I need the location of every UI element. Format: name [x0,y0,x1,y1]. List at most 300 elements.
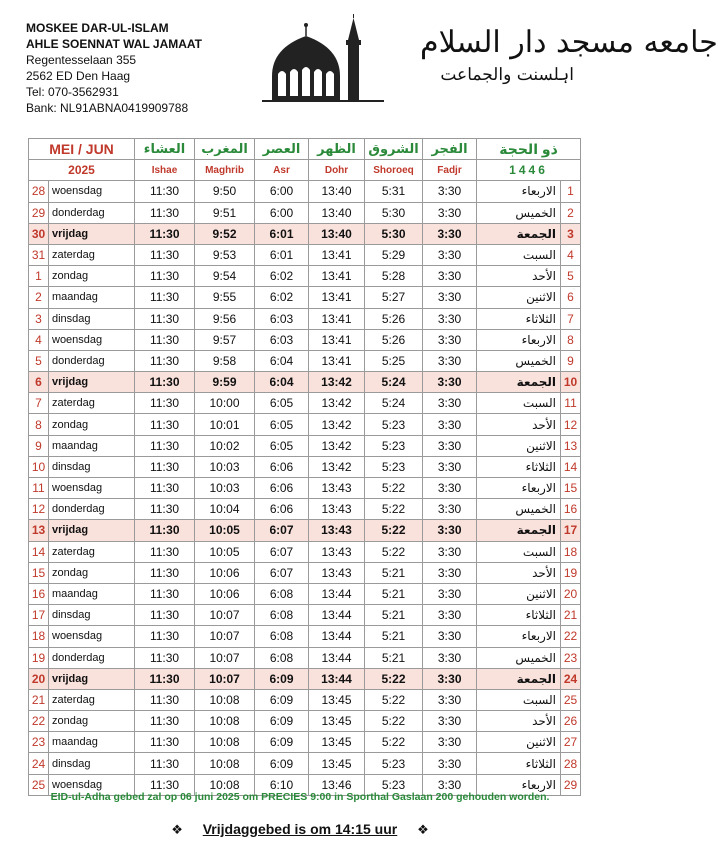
day-number: 9 [29,435,49,456]
asr-time: 6:04 [255,372,309,393]
shoroeq-time: 5:31 [365,181,423,202]
maghrib-time: 10:02 [195,435,255,456]
shoroeq-time: 5:22 [365,499,423,520]
dohr-time: 13:43 [309,562,365,583]
weekday: maandag [49,287,135,308]
table-row [29,456,581,477]
arabic-weekday: الاربعاء [477,478,561,499]
phone: Tel: 070-3562931 [26,85,119,99]
table-row [29,308,581,329]
col-dohr-ar: الظهر [309,139,365,160]
arabic-logo-text [420,24,718,88]
day-number: 28 [29,181,49,202]
day-number: 23 [29,732,49,753]
weekday: woensdag [49,626,135,647]
asr-time: 6:04 [255,350,309,371]
table-row [29,562,581,583]
mosque-address [26,20,202,116]
hijri-day-number: 24 [561,668,581,689]
shoroeq-time: 5:21 [365,583,423,604]
fadjr-time: 3:30 [423,499,477,520]
col-fadjr-ar: الفجر [423,139,477,160]
weekday: vrijdag [49,520,135,541]
dohr-time: 13:44 [309,668,365,689]
weekday: donderdag [49,202,135,223]
dohr-time: 13:40 [309,181,365,202]
dohr-time: 13:44 [309,583,365,604]
ishae-time: 11:30 [135,647,195,668]
ishae-time: 11:30 [135,732,195,753]
dohr-time: 13:43 [309,541,365,562]
weekday: zaterdag [49,689,135,710]
fadjr-time: 3:30 [423,605,477,626]
hijri-day-number: 20 [561,583,581,604]
hijri-day-number: 2 [561,202,581,223]
dohr-time: 13:41 [309,287,365,308]
weekday: donderdag [49,499,135,520]
day-number: 14 [29,541,49,562]
dohr-time: 13:41 [309,266,365,287]
ishae-time: 11:30 [135,499,195,520]
maghrib-time: 9:55 [195,287,255,308]
weekday: zondag [49,562,135,583]
ishae-time: 11:30 [135,372,195,393]
fadjr-time: 3:30 [423,181,477,202]
shoroeq-time: 5:29 [365,244,423,265]
col-shoroeq: Shoroeq [365,160,423,181]
table-row [29,647,581,668]
col-ishae-ar: العشاء [135,139,195,160]
dohr-time: 13:42 [309,393,365,414]
maghrib-time: 10:08 [195,774,255,795]
asr-time: 6:09 [255,732,309,753]
asr-time: 6:06 [255,478,309,499]
asr-time: 6:05 [255,393,309,414]
fadjr-time: 3:30 [423,372,477,393]
arabic-weekday: الخميس [477,647,561,668]
day-number: 2 [29,287,49,308]
ishae-time: 11:30 [135,350,195,371]
ishae-time: 11:30 [135,753,195,774]
asr-time: 6:00 [255,202,309,223]
arabic-weekday: الاثنين [477,732,561,753]
day-number: 17 [29,605,49,626]
asr-time: 6:02 [255,287,309,308]
fadjr-time: 3:30 [423,435,477,456]
table-row [29,753,581,774]
arabic-mosque-name: جامعه مسجد دار السلام [420,25,718,60]
weekday: donderdag [49,350,135,371]
arabic-weekday: الخميس [477,499,561,520]
col-maghrib: Maghrib [195,160,255,181]
hijri-day-number: 25 [561,689,581,710]
dohr-time: 13:42 [309,372,365,393]
asr-time: 6:03 [255,329,309,350]
asr-time: 6:06 [255,456,309,477]
fadjr-time: 3:30 [423,478,477,499]
fadjr-time: 3:30 [423,287,477,308]
shoroeq-time: 5:26 [365,308,423,329]
dohr-time: 13:44 [309,605,365,626]
day-number: 31 [29,244,49,265]
asr-time: 6:03 [255,308,309,329]
weekday: woensdag [49,181,135,202]
table-row [29,350,581,371]
gregorian-month-header: MEI / JUN [29,139,135,160]
hijri-day-number: 29 [561,774,581,795]
asr-time: 6:07 [255,562,309,583]
hijri-day-number: 17 [561,520,581,541]
hijri-day-number: 23 [561,647,581,668]
shoroeq-time: 5:23 [365,774,423,795]
asr-time: 6:08 [255,626,309,647]
asr-time: 6:00 [255,181,309,202]
weekday: vrijdag [49,223,135,244]
arabic-weekday: الأحد [477,266,561,287]
postcode-city: 2562 ED Den Haag [26,69,131,83]
fadjr-time: 3:30 [423,711,477,732]
day-number: 8 [29,414,49,435]
fadjr-time: 3:30 [423,626,477,647]
hijri-day-number: 13 [561,435,581,456]
fadjr-time: 3:30 [423,583,477,604]
day-number: 12 [29,499,49,520]
asr-time: 6:09 [255,689,309,710]
weekday: woensdag [49,478,135,499]
maghrib-time: 10:07 [195,605,255,626]
weekday: dinsdag [49,456,135,477]
maghrib-time: 10:06 [195,583,255,604]
day-number: 25 [29,774,49,795]
fadjr-time: 3:30 [423,414,477,435]
asr-time: 6:01 [255,223,309,244]
hijri-day-number: 18 [561,541,581,562]
street: Regentesselaan 355 [26,53,137,67]
hijri-day-number: 22 [561,626,581,647]
maghrib-time: 9:54 [195,266,255,287]
table-row [29,541,581,562]
maghrib-time: 9:52 [195,223,255,244]
asr-time: 6:07 [255,541,309,562]
shoroeq-time: 5:21 [365,647,423,668]
table-row [29,605,581,626]
dohr-time: 13:43 [309,520,365,541]
mosque-subtitle: AHLE SOENNAT WAL JAMAAT [26,37,202,51]
hijri-day-number: 4 [561,244,581,265]
hijri-day-number: 3 [561,223,581,244]
ishae-time: 11:30 [135,244,195,265]
ishae-time: 11:30 [135,478,195,499]
fadjr-time: 3:30 [423,774,477,795]
table-row [29,668,581,689]
dohr-time: 13:41 [309,350,365,371]
day-number: 5 [29,350,49,371]
dohr-time: 13:43 [309,499,365,520]
ishae-time: 11:30 [135,223,195,244]
maghrib-time: 9:58 [195,350,255,371]
table-row [29,181,581,202]
ishae-time: 11:30 [135,329,195,350]
arabic-weekday: الخميس [477,202,561,223]
table-row [29,689,581,710]
arabic-weekday: الاربعاء [477,181,561,202]
table-row [29,223,581,244]
weekday: vrijdag [49,372,135,393]
col-asr-ar: العصر [255,139,309,160]
hijri-day-number: 6 [561,287,581,308]
hijri-day-number: 16 [561,499,581,520]
weekday: zondag [49,711,135,732]
weekday: maandag [49,583,135,604]
arabic-weekday: الجمعة [477,668,561,689]
maghrib-time: 9:51 [195,202,255,223]
asr-time: 6:08 [255,583,309,604]
maghrib-time: 10:08 [195,689,255,710]
hijri-day-number: 5 [561,266,581,287]
arabic-weekday: الثلاثاء [477,308,561,329]
weekday: dinsdag [49,753,135,774]
asr-time: 6:09 [255,753,309,774]
hijri-month-header: ذو الحجة [477,139,581,160]
arabic-weekday: الجمعة [477,372,561,393]
weekday: zondag [49,266,135,287]
weekday: zaterdag [49,393,135,414]
header [0,0,718,138]
arabic-mosque-subtitle: اہلسنت والجماعت [440,65,574,85]
bank-account: Bank: NL91ABNA0419909788 [26,101,189,115]
day-number: 11 [29,478,49,499]
weekday: zaterdag [49,541,135,562]
day-number: 18 [29,626,49,647]
dohr-time: 13:44 [309,647,365,668]
day-number: 6 [29,372,49,393]
dohr-time: 13:41 [309,329,365,350]
dohr-time: 13:45 [309,732,365,753]
maghrib-time: 10:05 [195,541,255,562]
maghrib-time: 10:08 [195,753,255,774]
asr-time: 6:06 [255,499,309,520]
fadjr-time: 3:30 [423,541,477,562]
table-row [29,202,581,223]
ishae-time: 11:30 [135,711,195,732]
table-row [29,732,581,753]
ishae-time: 11:30 [135,287,195,308]
hijri-day-number: 19 [561,562,581,583]
shoroeq-time: 5:24 [365,372,423,393]
maghrib-time: 9:56 [195,308,255,329]
dohr-time: 13:40 [309,202,365,223]
weekday: zondag [49,414,135,435]
dohr-time: 13:45 [309,711,365,732]
shoroeq-time: 5:24 [365,393,423,414]
ishae-time: 11:30 [135,689,195,710]
fadjr-time: 3:30 [423,393,477,414]
friday-prayer-note [0,821,600,838]
col-shoroeq-ar: الشروق [365,139,423,160]
ishae-time: 11:30 [135,456,195,477]
fadjr-time: 3:30 [423,732,477,753]
fadjr-time: 3:30 [423,308,477,329]
weekday: donderdag [49,647,135,668]
hijri-day-number: 26 [561,711,581,732]
fadjr-time: 3:30 [423,456,477,477]
col-dohr: Dohr [309,160,365,181]
hijri-day-number: 21 [561,605,581,626]
table-row [29,372,581,393]
day-number: 7 [29,393,49,414]
ishae-time: 11:30 [135,202,195,223]
maghrib-time: 10:07 [195,626,255,647]
dohr-time: 13:45 [309,753,365,774]
day-number: 15 [29,562,49,583]
shoroeq-time: 5:21 [365,626,423,647]
day-number: 21 [29,689,49,710]
maghrib-time: 9:53 [195,244,255,265]
ishae-time: 11:30 [135,668,195,689]
fadjr-time: 3:30 [423,647,477,668]
day-number: 24 [29,753,49,774]
table-row [29,329,581,350]
dohr-time: 13:42 [309,435,365,456]
asr-time: 6:05 [255,435,309,456]
maghrib-time: 10:04 [195,499,255,520]
shoroeq-time: 5:22 [365,541,423,562]
hijri-day-number: 14 [561,456,581,477]
arabic-weekday: الثلاثاء [477,605,561,626]
fadjr-time: 3:30 [423,266,477,287]
table-row [29,626,581,647]
ishae-time: 11:30 [135,181,195,202]
shoroeq-time: 5:22 [365,668,423,689]
dohr-time: 13:43 [309,478,365,499]
hijri-day-number: 7 [561,308,581,329]
table-row [29,711,581,732]
fadjr-time: 3:30 [423,562,477,583]
day-number: 4 [29,329,49,350]
mosque-name: MOSKEE DAR-UL-ISLAM [26,21,169,35]
table-row [29,287,581,308]
dohr-time: 13:41 [309,244,365,265]
ishae-time: 11:30 [135,541,195,562]
shoroeq-time: 5:27 [365,287,423,308]
fadjr-time: 3:30 [423,223,477,244]
table-row [29,520,581,541]
weekday: dinsdag [49,605,135,626]
mosque-logo [262,14,384,106]
ishae-time: 11:30 [135,562,195,583]
asr-time: 6:07 [255,520,309,541]
hijri-day-number: 10 [561,372,581,393]
asr-time: 6:09 [255,668,309,689]
table-row [29,393,581,414]
shoroeq-time: 5:26 [365,329,423,350]
day-number: 20 [29,668,49,689]
weekday: maandag [49,732,135,753]
arabic-weekday: الاربعاء [477,626,561,647]
fadjr-time: 3:30 [423,202,477,223]
ishae-time: 11:30 [135,414,195,435]
dohr-time: 13:41 [309,308,365,329]
day-number: 13 [29,520,49,541]
fadjr-time: 3:30 [423,350,477,371]
table-row [29,414,581,435]
arabic-weekday: الخميس [477,350,561,371]
hijri-day-number: 11 [561,393,581,414]
ishae-time: 11:30 [135,583,195,604]
shoroeq-time: 5:23 [365,456,423,477]
fadjr-time: 3:30 [423,329,477,350]
weekday: woensdag [49,329,135,350]
shoroeq-time: 5:22 [365,732,423,753]
shoroeq-time: 5:23 [365,753,423,774]
shoroeq-time: 5:25 [365,350,423,371]
maghrib-time: 10:07 [195,647,255,668]
dohr-time: 13:42 [309,456,365,477]
prayer-times-table [28,138,581,796]
arabic-weekday: السبت [477,689,561,710]
shoroeq-time: 5:21 [365,562,423,583]
col-fadjr: Fadjr [423,160,477,181]
fadjr-time: 3:30 [423,520,477,541]
hijri-day-number: 27 [561,732,581,753]
maghrib-time: 10:08 [195,732,255,753]
arabic-weekday: الأحد [477,414,561,435]
arabic-weekday: الجمعة [477,520,561,541]
dohr-time: 13:45 [309,689,365,710]
asr-time: 6:10 [255,774,309,795]
arabic-weekday: الاثنين [477,583,561,604]
shoroeq-time: 5:22 [365,478,423,499]
maghrib-time: 9:50 [195,181,255,202]
weekday: woensdag [49,774,135,795]
ishae-time: 11:30 [135,266,195,287]
hijri-year-header: 1446 [477,160,581,181]
arabic-weekday: الاثنين [477,287,561,308]
ishae-time: 11:30 [135,393,195,414]
arabic-weekday: الجمعة [477,223,561,244]
shoroeq-time: 5:30 [365,202,423,223]
hijri-day-number: 12 [561,414,581,435]
day-number: 3 [29,308,49,329]
asr-time: 6:01 [255,244,309,265]
weekday: vrijdag [49,668,135,689]
ishae-time: 11:30 [135,435,195,456]
shoroeq-time: 5:30 [365,223,423,244]
dohr-time: 13:40 [309,223,365,244]
maghrib-time: 10:06 [195,562,255,583]
fadjr-time: 3:30 [423,244,477,265]
dohr-time: 13:44 [309,626,365,647]
col-ishae: Ishae [135,160,195,181]
diamond-star-icon: ❖ [417,823,429,838]
shoroeq-time: 5:23 [365,435,423,456]
table-row [29,266,581,287]
maghrib-time: 10:03 [195,478,255,499]
eid-note: EID-ul-Adha gebed zal op 06 juni 2025 om PRECIES 9:00 in Sporthal Gaslaan 200 gehouden worden. [50,791,550,803]
asr-time: 6:02 [255,266,309,287]
arabic-weekday: السبت [477,541,561,562]
hijri-day-number: 15 [561,478,581,499]
hijri-day-number: 1 [561,181,581,202]
ishae-time: 11:30 [135,774,195,795]
maghrib-time: 10:00 [195,393,255,414]
table-row [29,583,581,604]
shoroeq-time: 5:22 [365,689,423,710]
shoroeq-time: 5:21 [365,605,423,626]
arabic-weekday: السبت [477,393,561,414]
ishae-time: 11:30 [135,520,195,541]
arabic-weekday: الأحد [477,711,561,732]
